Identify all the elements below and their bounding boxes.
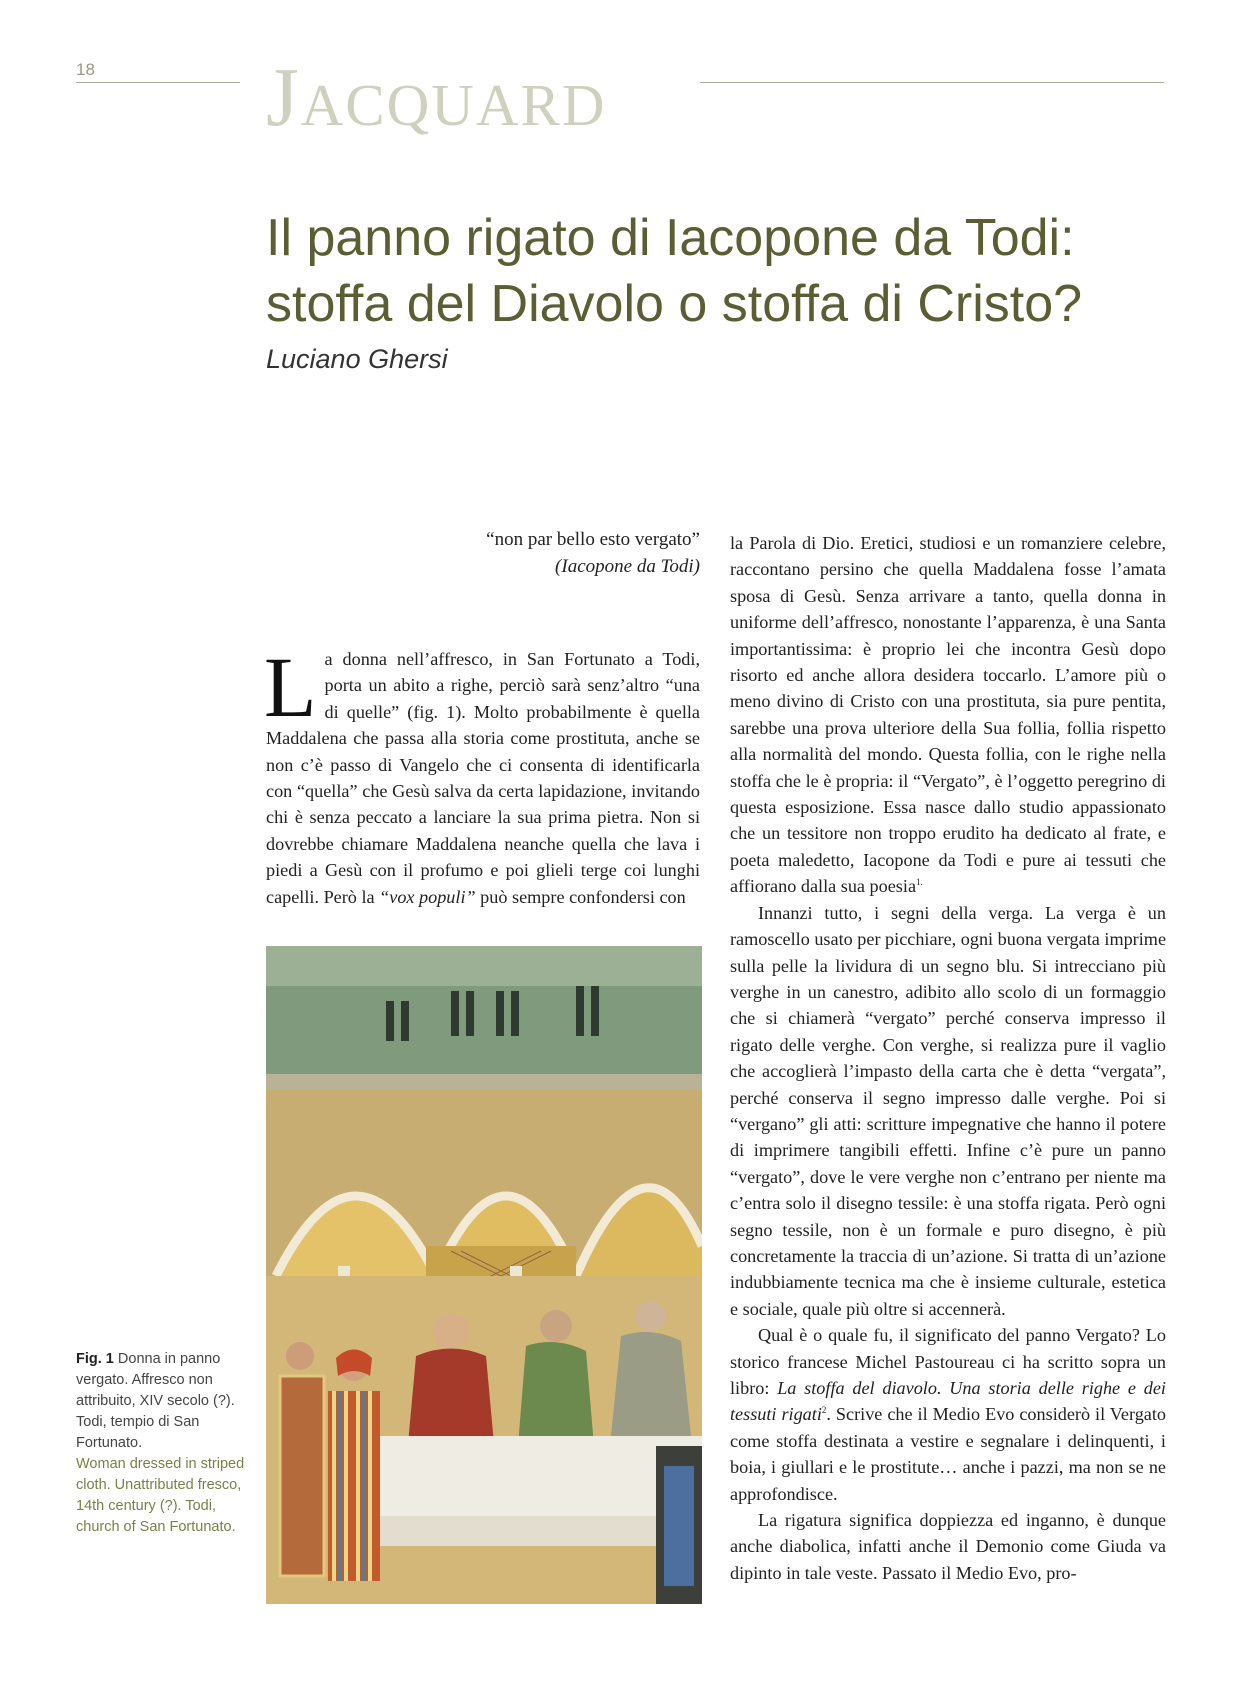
right-column bbox=[730, 530, 1166, 1586]
masthead: Jacquard bbox=[266, 51, 607, 144]
caption-english: Woman dressed in striped cloth. Unattributed fresco, 14th century (?). Todi, church of San Fortunato. bbox=[76, 1456, 245, 1535]
paragraph bbox=[730, 530, 1166, 900]
dropcap: L bbox=[264, 639, 317, 735]
page-number: 18 bbox=[76, 60, 95, 79]
figure-caption bbox=[76, 1349, 246, 1538]
epigraph-quote: “non par bello esto vergato” bbox=[486, 529, 700, 550]
paragraph-text: Qual è o quale fu, il significato del panno Vergato? Lo storico francese Michel Pastoureau ci ha scritto sopra un libro: bbox=[730, 1325, 1166, 1398]
paragraph: La rigatura significa doppiezza ed inganno, è dunque anche diabolica, infatti anche il Demonio come Giuda va dipinto in tale veste. Passato il Medio Evo, pro- bbox=[730, 1510, 1166, 1583]
caption-italian: Donna in panno vergato. Affresco non attribuito, XIV secolo (?). Todi, tempio di San Fortunato. bbox=[76, 1351, 235, 1451]
paragraph-text: può sempre confondersi con bbox=[475, 886, 686, 907]
header-rule-right bbox=[700, 82, 1164, 83]
footnote-ref: 1. bbox=[916, 877, 923, 888]
paragraph bbox=[730, 1322, 1166, 1507]
italic-phrase: “vox populi” bbox=[379, 886, 476, 907]
epigraph-source: (Iacopone da Todi) bbox=[555, 556, 700, 577]
header-rule-left bbox=[76, 82, 240, 83]
fresco-illustration bbox=[266, 946, 702, 1604]
left-column bbox=[264, 639, 700, 910]
paragraph-text: a donna nell’affresco, in San Fortunato a Todi, porta un abito a righe, perciò sarà senz’altro “una di quelle” (fig. 1). Molto probabilmente è quella Maddalena che passa alla storia come prostituta, anche se non c’è passo di Vangelo che ci consenta di identificarla con “quella” che Gesù salva da certa lapidazione, invitando chi è senza peccato a lanciare la sua prima pietra. Non si dovrebbe chiamare Maddalena neanche quella che lava i piedi a Gesù con il profumo e poi glieli terge coi lunghi capelli. Però la bbox=[266, 649, 700, 907]
footnote-ref: 2 bbox=[821, 1405, 827, 1416]
paragraph bbox=[264, 639, 700, 910]
fresco-figure bbox=[266, 946, 702, 1604]
paragraph-text: . Scrive che il Medio Evo considerò il Vergato come stoffa destinata a vestire e segnalare i delinquenti, i boia, i giullari e le prostitute… anche i pazzi, ma non se ne approfondisce. bbox=[730, 1404, 1167, 1504]
article-title: Il panno rigato di Iacopone da Todi: stoffa del Diavolo o stoffa di Cristo? bbox=[266, 209, 1083, 333]
epigraph bbox=[266, 526, 700, 580]
paragraph-text: la Parola di Dio. Eretici, studiosi e un romanziere celebre, raccontano persino che quella Maddalena fosse l’amata sposa di Gesù. Senza arrivare a tanto, quella donna in uniforme dell’affresco, nonostante l’apparenza, è una Santa importantissima: è proprio lei che incontra Gesù dopo risorto ed anche allora desidera toccarlo. L’amore più o meno divino di Cristo con una prostituta, sia pure pentita, sarebbe una prova ulteriore della Sua follia, follia rispetto alla normalità del mondo. Questa follia, con le righe nella stoffa che le è propria: il “Vergato”, è l’oggetto peregrino di questa esposizione. Essa nasce dallo studio appassionato che un tessitore non troppo erudito ha dedicato al frate, e poeta maledetto, Iacopone da Todi e pure ai tessuti che affiorano dalla sua poesia bbox=[730, 533, 1166, 897]
author-name: Luciano Ghersi bbox=[266, 344, 448, 374]
paragraph: Innanzi tutto, i segni della verga. La verga è un ramoscello usato per picchiare, ogni buona vergata imprime sulla pelle la lividura di un segno blu. Si intrecciano più verghe in un canestro, adibito allo scolo di un formaggio che si chiamerà “vergato” perché conserva impresso il rigato delle verghe. Con verghe, si realizza pure il vaglio che accoglierà l’impasto della carta che è detta “vergata”, perché conserva il segno impresso dalle verghe. Poi si “vergano” gli atti: scritture impegnative che hanno il potere di imprimere tangibili effetti. Infine c’è pure un panno “vergato”, dove le vere verghe non c’entrano per niente ma c’entra solo il disegno tessile: è una stoffa rigata. Però ogni segno tessile, non è un formale e puro disegno, è più concretamente la traccia di un’azione. Si tratta di un’azione indubbiamente tecnica ma che è insieme culturale, estetica e sociale, quale più oltre si accennerà. bbox=[730, 902, 1167, 1319]
book-title: La stoffa del diavolo. Una storia delle righe e dei tessuti rigati bbox=[730, 1378, 1166, 1425]
figure-label: Fig. 1 bbox=[76, 1351, 114, 1367]
